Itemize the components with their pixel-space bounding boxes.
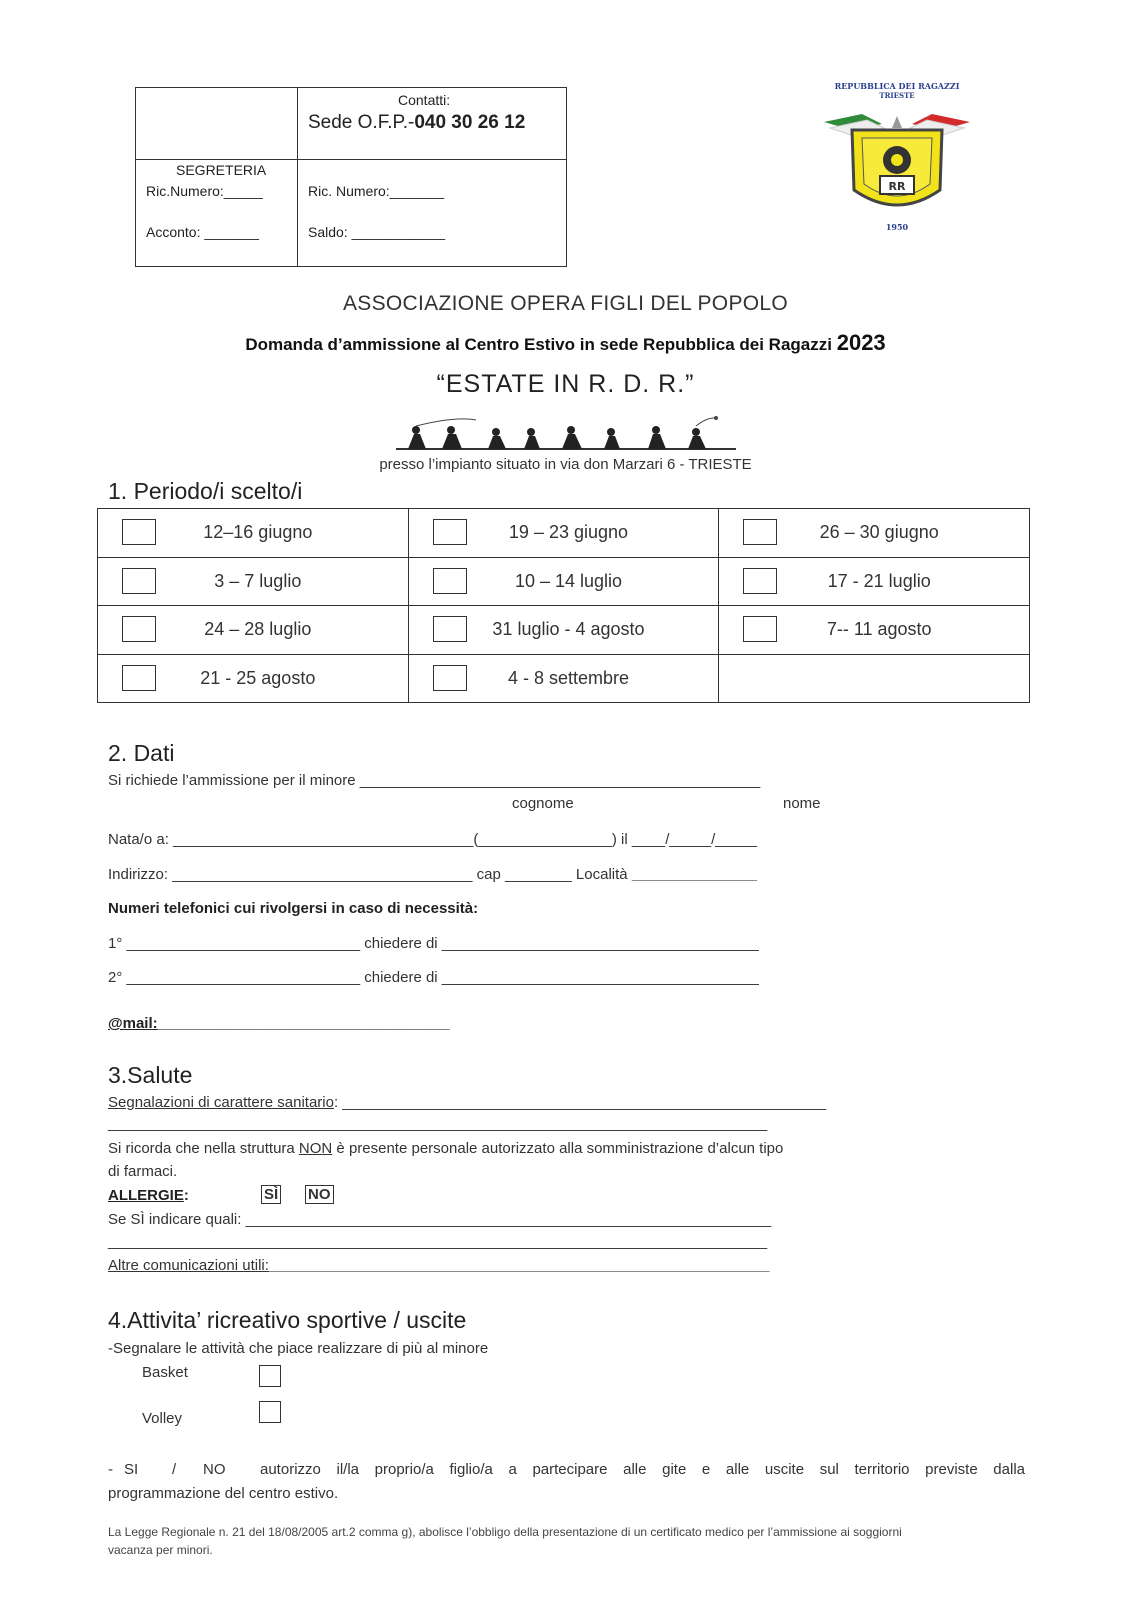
segreteria-label: SEGRETERIA [176,162,267,178]
period-checkbox[interactable] [122,665,156,691]
estate-title: “ESTATE IN R. D. R.” [436,370,695,398]
nome-label: nome [783,795,821,812]
altre-comunicazioni-line[interactable]: Altre comunicazioni utili:____________________________________________________________ [108,1257,770,1274]
legge-note-2: vacanza per minori. [108,1543,213,1557]
legge-note: La Legge Regionale n. 21 del 18/08/2005 art.2 comma g), abolisce l’obbligo della presentazione di un certificato medico per l’ammissione ai soggiorni [108,1525,902,1539]
period-checkbox[interactable] [433,568,467,594]
allergie-label: ALLERGIE: [108,1187,189,1204]
segnalare-text: -Segnalare le attività che piace realizzare di più al minore [108,1340,489,1357]
period-cell[interactable]: 31 luglio - 4 agosto [408,606,719,655]
period-cell[interactable]: 12–16 giugno [98,509,409,558]
indirizzo-line[interactable]: Indirizzo: ____________________________________ cap ________ Località _______________ [108,866,757,883]
ricorda-text: Si ricorda che nella struttura NON è presente personale autorizzato alla somministrazione d’alcun tipo [108,1140,784,1157]
period-cell[interactable]: 19 – 23 giugno [408,509,719,558]
segnalazioni-line[interactable]: Segnalazioni di carattere sanitario: __________________________________________________________ [108,1094,827,1111]
period-cell[interactable]: 26 – 30 giugno [719,509,1030,558]
section1-heading: 1. Periodo/i scelto/i [108,478,303,504]
period-cell[interactable]: 24 – 28 luglio [98,606,409,655]
period-cell[interactable]: 17 - 21 luglio [719,557,1030,606]
presso-text: presso l’impianto situato in via don Marzari 6 - TRIESTE [379,456,752,473]
ric-numero-left: Ric.Numero:_____ [146,183,263,199]
autorizzo-text-2: programmazione del centro estivo. [108,1485,339,1502]
se-si-line-2[interactable]: _______________________________________________________________________________ [108,1233,768,1250]
basket-checkbox[interactable] [259,1365,281,1387]
association-title: ASSOCIAZIONE OPERA FIGLI DEL POPOLO [342,292,788,315]
segnalazioni-line-2[interactable]: _______________________________________________________________________________ [108,1115,768,1132]
period-checkbox[interactable] [743,519,777,545]
saldo: Saldo: ____________ [308,224,446,240]
rdr-logo [822,80,972,232]
se-si-line[interactable]: Se SÌ indicare quali: _______________________________________________________________ [108,1211,772,1228]
period-table [97,508,1030,703]
period-checkbox[interactable] [433,519,467,545]
children-silhouette-image [396,416,736,454]
svg-text:REPUBBLICA DEI RAGAZZI: REPUBBLICA DEI RAGAZZI [834,81,960,91]
nata-line[interactable]: Nata/o a: ____________________________________(________________) il ____/_____/_____ [108,831,757,848]
period-checkbox[interactable] [433,616,467,642]
period-cell[interactable]: 4 - 8 settembre [408,654,719,703]
acconto: Acconto: _______ [146,224,259,240]
period-checkbox[interactable] [122,519,156,545]
ric-numero-right: Ric. Numero:_______ [308,183,445,199]
section3-heading: 3.Salute [108,1062,193,1088]
section4-heading: 4.Attivita’ ricreativo sportive / uscite [108,1307,467,1333]
period-checkbox[interactable] [122,568,156,594]
volley-label: Volley [142,1410,183,1427]
svg-text:1950: 1950 [885,222,909,232]
uscite-si-option[interactable]: SI [124,1461,139,1478]
ricorda-text-2: di farmaci. [108,1163,178,1180]
allergie-si-box[interactable]: SÌ [261,1185,281,1204]
period-checkbox[interactable] [743,568,777,594]
period-cell-empty [719,654,1030,703]
tel1-line[interactable]: 1° ____________________________ chiedere di ______________________________________ [108,935,759,952]
contatti-label: Contatti: [398,92,451,108]
richiede-line[interactable]: Si richiede l’ammissione per il minore ________________________________________________ [108,772,761,789]
period-checkbox[interactable] [743,616,777,642]
domanda-title: Domanda d’ammissione al Centro Estivo in sede Repubblica dei Ragazzi 2023 [245,330,886,355]
uscite-no-option[interactable]: NO [203,1461,226,1478]
basket-label: Basket [142,1364,188,1381]
autorizzo-text: autorizzo il/la proprio/a figlio/a a partecipare alle gite e alle uscite sul territorio previste dalla [260,1461,1025,1478]
numeri-telefonici-label: Numeri telefonici cui rivolgersi in caso di necessità: [108,900,479,917]
period-cell[interactable]: 3 – 7 luglio [98,557,409,606]
si-no-dash: - [108,1461,113,1478]
sede-phone: Sede O.F.P.-040 30 26 12 [308,112,526,133]
mail-line[interactable]: @mail:___________________________________ [108,1015,450,1032]
si-no-slash: / [172,1461,177,1478]
volley-checkbox[interactable] [259,1401,281,1423]
period-checkbox[interactable] [433,665,467,691]
period-cell[interactable]: 7-- 11 agosto [719,606,1030,655]
period-checkbox[interactable] [122,616,156,642]
section2-heading: 2. Dati [108,740,175,766]
svg-text:RR: RR [888,180,906,193]
cognome-label: cognome [512,795,574,812]
period-cell[interactable]: 10 – 14 luglio [408,557,719,606]
period-cell[interactable]: 21 - 25 agosto [98,654,409,703]
header-box [135,87,567,267]
allergie-no-box[interactable]: NO [305,1185,334,1204]
tel2-line[interactable]: 2° ____________________________ chiedere di ______________________________________ [108,969,759,986]
svg-text:TRIESTE: TRIESTE [879,91,915,100]
